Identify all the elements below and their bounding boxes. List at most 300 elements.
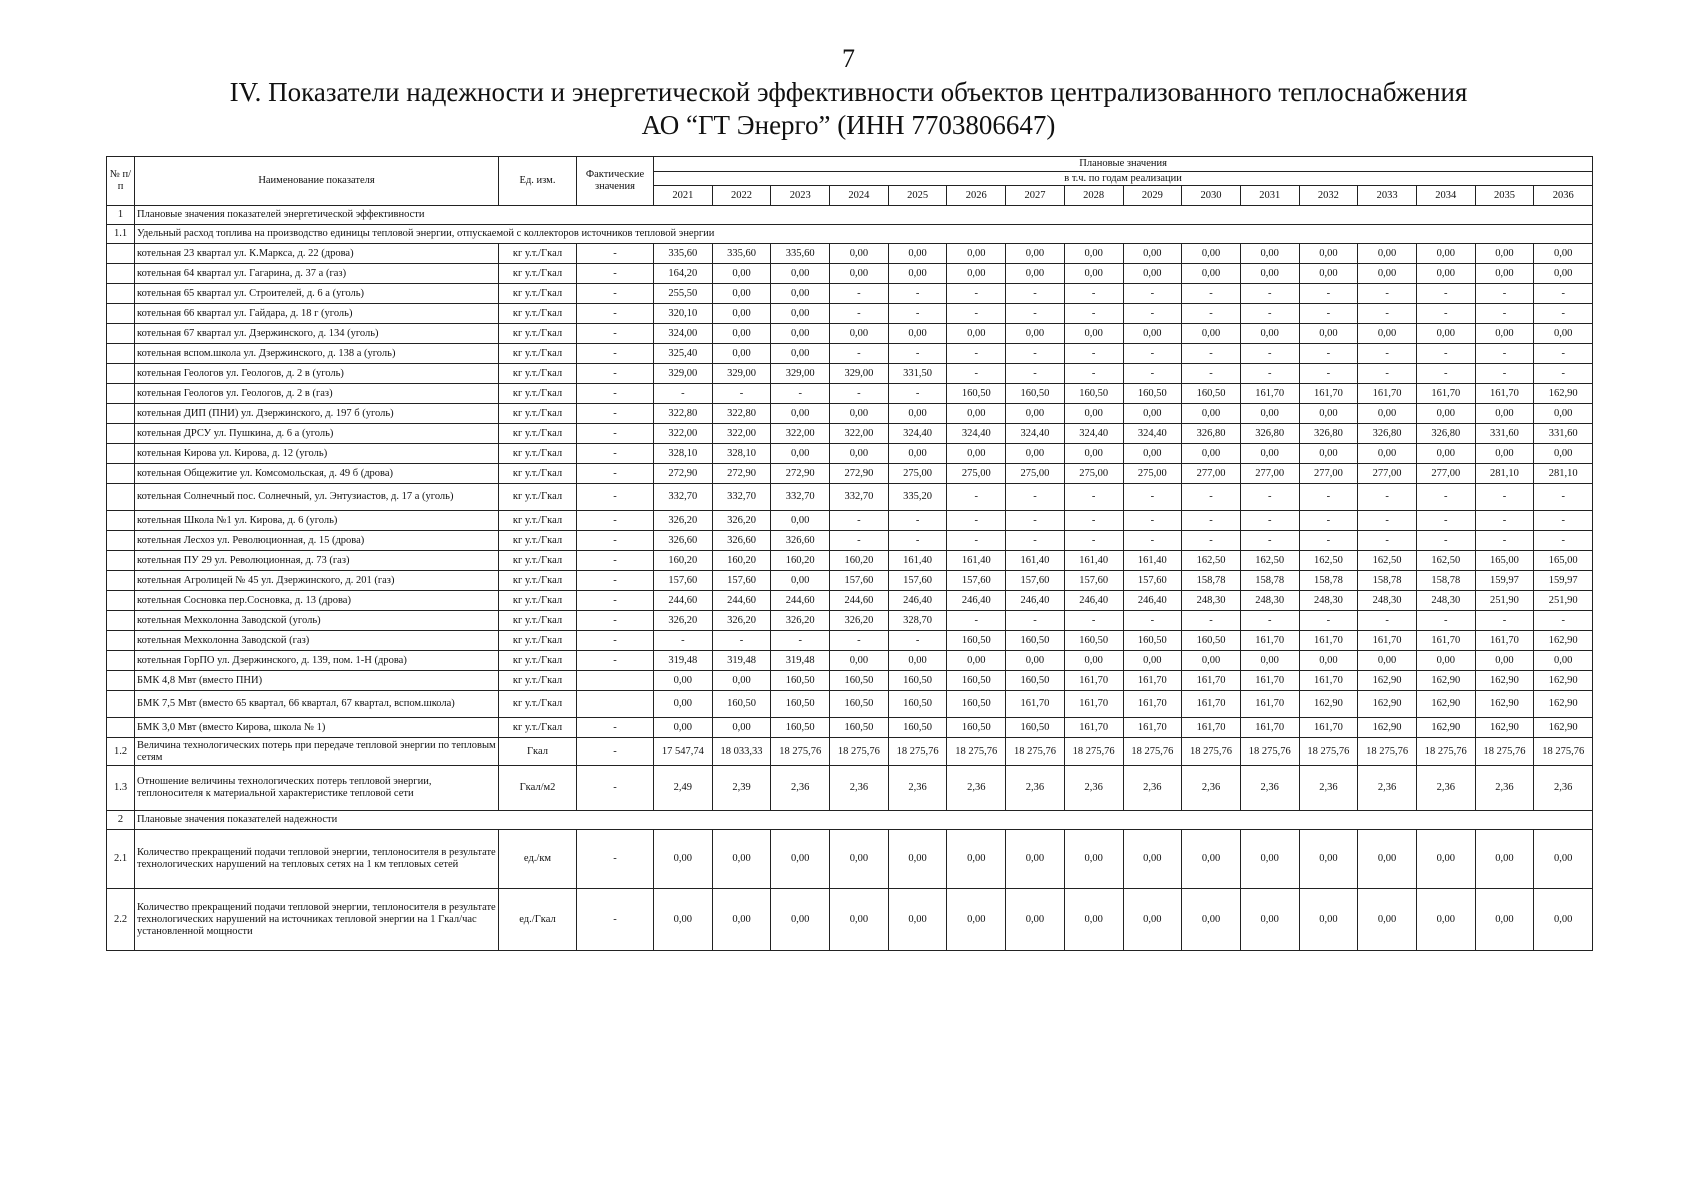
year-value: 2,36 [1240,766,1299,811]
year-value: 157,60 [947,571,1006,591]
year-value: - [830,511,889,531]
year-value: 0,00 [654,718,713,738]
indicator-name: БМК 4,8 Мвт (вместо ПНИ) [135,671,499,691]
year-value: 160,50 [947,718,1006,738]
year-value: 272,90 [830,464,889,484]
year-value: 0,00 [1123,444,1182,464]
header-year: 2034 [1416,186,1475,206]
year-value: 2,49 [654,766,713,811]
unit-cell: ед./км [499,830,577,889]
year-value: 0,00 [712,344,771,364]
year-value: 275,00 [888,464,947,484]
year-value: 0,00 [1534,830,1593,889]
year-value: 0,00 [1358,404,1417,424]
year-value: 161,70 [1240,691,1299,718]
year-value: 0,00 [771,264,830,284]
unit-cell: кг у.т./Гкал [499,591,577,611]
year-value: - [1064,611,1123,631]
indicator-name: котельная Мехколонна Заводской (газ) [135,631,499,651]
year-value: 0,00 [712,284,771,304]
year-value: 0,00 [1416,244,1475,264]
year-value: 246,40 [888,591,947,611]
year-value: 160,50 [830,671,889,691]
year-value: - [1123,364,1182,384]
table-row [107,324,1593,344]
year-value: 162,50 [1182,551,1241,571]
row-number [107,611,135,631]
year-value: 326,60 [771,531,830,551]
header-year: 2029 [1123,186,1182,206]
year-value: - [1182,484,1241,511]
header-year: 2036 [1534,186,1593,206]
year-value: 162,90 [1358,671,1417,691]
year-value: 0,00 [1416,444,1475,464]
year-value: - [771,384,830,404]
year-value: 319,48 [712,651,771,671]
year-value: 2,36 [1299,766,1358,811]
year-value: 160,50 [888,718,947,738]
year-value: 161,70 [1416,384,1475,404]
year-value: 246,40 [1064,591,1123,611]
year-value: 0,00 [1182,889,1241,951]
year-value: 332,70 [654,484,713,511]
year-value: 326,80 [1182,424,1241,444]
year-value: - [1006,511,1065,531]
year-value: 0,00 [888,889,947,951]
year-value: 160,50 [1123,384,1182,404]
year-value: 0,00 [771,830,830,889]
year-value: 2,36 [1358,766,1417,811]
year-value: 0,00 [1064,444,1123,464]
year-value: 0,00 [888,324,947,344]
year-value: 161,70 [1299,671,1358,691]
row-number [107,531,135,551]
year-value: 161,70 [1475,384,1534,404]
year-value: 0,00 [771,404,830,424]
year-value: 2,36 [1182,766,1241,811]
year-value: - [1182,531,1241,551]
actual-value: - [577,244,654,264]
year-value: 0,00 [1182,244,1241,264]
year-value: 331,60 [1475,424,1534,444]
header-year: 2032 [1299,186,1358,206]
year-value: 322,00 [830,424,889,444]
year-value: 319,48 [654,651,713,671]
year-value: 160,50 [947,631,1006,651]
year-value: - [1534,284,1593,304]
year-value: - [1475,344,1534,364]
indicator-name: котельная ПУ 29 ул. Революционная, д. 73 (газ) [135,551,499,571]
year-value: 0,00 [830,264,889,284]
unit-cell: кг у.т./Гкал [499,244,577,264]
row-number [107,651,135,671]
year-value: 335,60 [771,244,830,264]
year-value: 0,00 [1064,651,1123,671]
year-value: 244,60 [712,591,771,611]
year-value: 160,50 [1006,671,1065,691]
year-value: 0,00 [712,671,771,691]
indicator-name: котельная 66 квартал ул. Гайдара, д. 18 г (уголь) [135,304,499,324]
year-value: - [1240,284,1299,304]
year-value: 161,70 [1123,671,1182,691]
year-value: 0,00 [1182,324,1241,344]
indicator-name: котельная 67 квартал ул. Дзержинского, д. 134 (уголь) [135,324,499,344]
table-row [107,344,1593,364]
year-value: 0,00 [947,444,1006,464]
year-value: 275,00 [1006,464,1065,484]
unit-cell: кг у.т./Гкал [499,284,577,304]
year-value: 246,40 [1123,591,1182,611]
year-value: 161,70 [1240,718,1299,738]
year-value: 2,36 [888,766,947,811]
year-value: 272,90 [771,464,830,484]
unit-cell: кг у.т./Гкал [499,551,577,571]
year-value: 0,00 [1299,830,1358,889]
actual-value: - [577,464,654,484]
year-value: 161,70 [1123,718,1182,738]
year-value: 0,00 [1475,404,1534,424]
year-value: 158,78 [1240,571,1299,591]
indicator-name: котельная Школа №1 ул. Кирова, д. 6 (уголь) [135,511,499,531]
year-value: 0,00 [1299,324,1358,344]
year-value: 0,00 [1358,830,1417,889]
year-value: 0,00 [830,830,889,889]
year-value: 326,80 [1358,424,1417,444]
year-value: 0,00 [1534,244,1593,264]
year-value: 255,50 [654,284,713,304]
year-value: 0,00 [1006,444,1065,464]
section-number: 1 [107,206,135,225]
year-value: 0,00 [1182,444,1241,464]
year-value: 0,00 [1123,830,1182,889]
title-line-2: АО “ГТ Энерго” (ИНН 7703806647) [641,110,1056,140]
year-value: - [1123,344,1182,364]
actual-value [577,671,654,691]
year-value: - [830,631,889,651]
indicator-name: котельная Лесхоз ул. Революционная, д. 15 (дрова) [135,531,499,551]
year-value: 161,70 [1475,631,1534,651]
year-value: 0,00 [1064,830,1123,889]
unit-cell: кг у.т./Гкал [499,404,577,424]
year-value: - [830,304,889,324]
year-value: - [1299,344,1358,364]
row-number [107,304,135,324]
table-row [107,384,1593,404]
year-value: 160,50 [1182,631,1241,651]
header-planned: Плановые значения [654,157,1593,172]
year-value: 0,00 [1006,651,1065,671]
year-value: 0,00 [654,889,713,951]
table-row [107,551,1593,571]
year-value: 161,70 [1416,631,1475,651]
year-value: 0,00 [1123,264,1182,284]
year-value: 162,90 [1534,631,1593,651]
year-value: 0,00 [1299,889,1358,951]
year-value: 161,70 [1240,671,1299,691]
year-value: 0,00 [830,324,889,344]
year-value: 0,00 [830,889,889,951]
year-value: 0,00 [1475,444,1534,464]
year-value: - [1299,364,1358,384]
year-value: - [1416,511,1475,531]
year-value: - [1416,364,1475,384]
year-value: - [1416,304,1475,324]
year-value: 160,50 [1006,384,1065,404]
year-value: 0,00 [1240,444,1299,464]
indicator-name: котельная Геологов ул. Геологов, д. 2 в (газ) [135,384,499,404]
year-value: 161,70 [1299,384,1358,404]
year-value: - [1123,484,1182,511]
year-value: 0,00 [1358,444,1417,464]
year-value: 335,60 [712,244,771,264]
unit-cell: кг у.т./Гкал [499,651,577,671]
year-value: 275,00 [947,464,1006,484]
year-value: 161,70 [1123,691,1182,718]
year-value: - [1534,531,1593,551]
row-number [107,671,135,691]
year-value: 0,00 [1123,889,1182,951]
year-value: 277,00 [1358,464,1417,484]
unit-cell: кг у.т./Гкал [499,718,577,738]
year-value: - [1534,611,1593,631]
actual-value: - [577,571,654,591]
table-row [107,284,1593,304]
year-value: 0,00 [771,444,830,464]
year-value: 326,80 [1416,424,1475,444]
year-value: 0,00 [654,691,713,718]
row-number [107,424,135,444]
year-value: 2,36 [1475,766,1534,811]
year-value: - [1416,484,1475,511]
actual-value: - [577,304,654,324]
row-number [107,551,135,571]
row-number [107,691,135,718]
year-value: 0,00 [1534,444,1593,464]
header-unit: Ед. изм. [499,157,577,206]
year-value: - [771,631,830,651]
year-value: 18 275,76 [830,738,889,766]
year-value: 18 275,76 [888,738,947,766]
year-value: 161,70 [1006,691,1065,718]
year-value: 244,60 [771,591,830,611]
year-value: 0,00 [1006,264,1065,284]
table-row [107,264,1593,284]
year-value: 0,00 [1240,889,1299,951]
year-value: 0,00 [1416,264,1475,284]
year-value: - [1064,511,1123,531]
year-value: 0,00 [1240,404,1299,424]
year-value: 329,00 [830,364,889,384]
year-value: 161,40 [947,551,1006,571]
year-value: 325,40 [654,344,713,364]
row-number [107,444,135,464]
year-value: - [947,484,1006,511]
year-value: 322,80 [654,404,713,424]
year-value: - [1534,484,1593,511]
indicator-name: Величина технологических потерь при передаче тепловой энергии по тепловым сетям [135,738,499,766]
year-value: 0,00 [771,889,830,951]
year-value: 162,90 [1416,718,1475,738]
year-value: 329,00 [712,364,771,384]
actual-value: - [577,591,654,611]
indicator-name: котельная 64 квартал ул. Гагарина, д. 37 а (газ) [135,264,499,284]
year-value: - [1064,531,1123,551]
year-value: - [888,511,947,531]
row-number: 2.2 [107,889,135,951]
year-value: 158,78 [1416,571,1475,591]
year-value: 0,00 [1240,651,1299,671]
year-value: 160,20 [830,551,889,571]
table-row [107,591,1593,611]
indicator-name: котельная Мехколонна Заводской (уголь) [135,611,499,631]
year-value: 326,20 [654,511,713,531]
section-number: 2 [107,811,135,830]
table-row [107,691,1593,718]
year-value: 18 275,76 [1358,738,1417,766]
header-year: 2030 [1182,186,1241,206]
table-row [107,511,1593,531]
unit-cell: кг у.т./Гкал [499,264,577,284]
year-value: - [1416,611,1475,631]
actual-value: - [577,766,654,811]
year-value: - [947,284,1006,304]
year-value: - [1240,511,1299,531]
unit-cell: кг у.т./Гкал [499,424,577,444]
indicator-name: БМК 3,0 Мвт (вместо Кирова, школа № 1) [135,718,499,738]
actual-value: - [577,424,654,444]
indicator-name: котельная 23 квартал ул. К.Маркса, д. 22 (дрова) [135,244,499,264]
year-value: 0,00 [1534,889,1593,951]
year-value: 160,20 [654,551,713,571]
year-value: - [1358,284,1417,304]
year-value: - [830,384,889,404]
year-value: 2,36 [830,766,889,811]
year-value: - [830,284,889,304]
year-value: 0,00 [1299,264,1358,284]
year-value: 0,00 [947,830,1006,889]
year-value: - [1064,284,1123,304]
year-value: 246,40 [1006,591,1065,611]
year-value: 0,00 [1006,889,1065,951]
indicator-name: котельная Геологов ул. Геологов, д. 2 в (уголь) [135,364,499,384]
year-value: 0,00 [1123,244,1182,264]
year-value: 2,36 [1006,766,1065,811]
year-value: 2,36 [771,766,830,811]
year-value: - [1475,611,1534,631]
actual-value: - [577,384,654,404]
year-value: 0,00 [947,324,1006,344]
year-value: 161,70 [1299,631,1358,651]
table-row [107,830,1593,889]
actual-value: - [577,830,654,889]
header-year: 2031 [1240,186,1299,206]
row-number [107,404,135,424]
year-value: 0,00 [1416,651,1475,671]
row-number [107,284,135,304]
unit-cell: кг у.т./Гкал [499,671,577,691]
year-value: 322,00 [771,424,830,444]
year-value: 251,90 [1534,591,1593,611]
year-value: 326,20 [654,611,713,631]
actual-value: - [577,324,654,344]
year-value: - [1299,531,1358,551]
year-value: - [1006,484,1065,511]
year-value: 0,00 [1006,324,1065,344]
unit-cell: кг у.т./Гкал [499,324,577,344]
year-value: 160,50 [1006,631,1065,651]
actual-value: - [577,531,654,551]
table-row [107,631,1593,651]
year-value: 0,00 [947,404,1006,424]
year-value: 0,00 [830,244,889,264]
year-value: 162,50 [1358,551,1417,571]
year-value: 18 275,76 [1064,738,1123,766]
actual-value: - [577,651,654,671]
year-value: 161,40 [1123,551,1182,571]
year-value: 0,00 [1534,651,1593,671]
year-value: 248,30 [1182,591,1241,611]
year-value: 0,00 [1240,324,1299,344]
header-name: Наименование показателя [135,157,499,206]
row-number [107,631,135,651]
year-value: 161,70 [1240,384,1299,404]
year-value: 272,90 [654,464,713,484]
year-value: 17 547,74 [654,738,713,766]
year-value: - [830,344,889,364]
year-value: 0,00 [712,889,771,951]
table-row [107,244,1593,264]
year-value: 0,00 [712,304,771,324]
actual-value: - [577,344,654,364]
year-value: 18 033,33 [712,738,771,766]
year-value: - [1006,364,1065,384]
year-value: 324,00 [654,324,713,344]
year-value: 161,40 [888,551,947,571]
year-value: 160,50 [888,691,947,718]
year-value: 161,40 [1006,551,1065,571]
year-value: - [1182,284,1241,304]
header-year: 2024 [830,186,889,206]
header-year: 2021 [654,186,713,206]
year-value: 158,78 [1182,571,1241,591]
year-value: - [1240,531,1299,551]
year-value: 160,20 [712,551,771,571]
year-value: 2,36 [1064,766,1123,811]
indicator-name: котельная ДИП (ПНИ) ул. Дзержинского, д. 197 б (уголь) [135,404,499,424]
row-number [107,244,135,264]
actual-value: - [577,264,654,284]
year-value: 326,20 [712,611,771,631]
year-value: 326,80 [1240,424,1299,444]
year-value: 0,00 [1006,244,1065,264]
header-actual: Фактические значения [577,157,654,206]
year-value: 0,00 [888,264,947,284]
year-value: - [1534,304,1593,324]
table-row [107,611,1593,631]
year-value: 0,00 [1358,651,1417,671]
year-value: 2,36 [1123,766,1182,811]
year-value: 251,90 [1475,591,1534,611]
indicator-name: Количество прекращений подачи тепловой энергии, теплоносителя в результате технологических нарушений на источниках тепловой энергии на 1 Гкал/час установленной мощности [135,889,499,951]
year-value: 18 275,76 [1534,738,1593,766]
year-value: 324,40 [1064,424,1123,444]
actual-value: - [577,551,654,571]
year-value: - [888,531,947,551]
year-value: 0,00 [1475,830,1534,889]
year-value: 157,60 [1123,571,1182,591]
year-value: 158,78 [1299,571,1358,591]
year-value: - [1240,484,1299,511]
